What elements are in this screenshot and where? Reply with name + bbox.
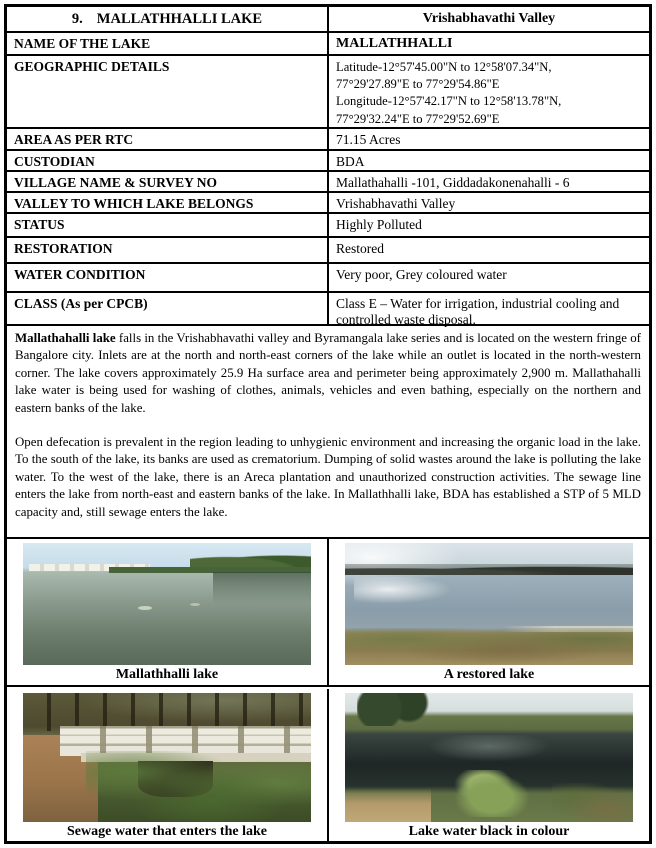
lake-title-text: MALLATHHALLI LAKE	[96, 11, 263, 27]
table-row-name	[7, 33, 649, 56]
lake-description	[7, 326, 649, 539]
row-label: WATER CONDITION	[7, 264, 329, 291]
photo-sewage-inlet	[23, 693, 311, 822]
row-label: VALLEY TO WHICH LAKE BELONGS	[7, 193, 329, 212]
table-row-class	[7, 293, 649, 326]
table-row-geographic	[7, 56, 649, 129]
photo-cell	[7, 539, 329, 687]
table-row-village	[7, 172, 649, 193]
geo-line: Latitude-12°57'45.00"N to 12°58'07.34"N,	[336, 60, 552, 74]
tree-reflection	[213, 572, 311, 604]
table-row-water-condition	[7, 264, 649, 293]
photo-caption: A restored lake	[443, 667, 535, 682]
palm-trees	[357, 693, 432, 727]
row-label: AREA AS PER RTC	[7, 129, 329, 149]
photo-cell	[7, 689, 329, 841]
description-paragraph-2: Open defecation is prevalent in the region leading to unhygienic environment and increasing the organic load in the lake. To the south of the lake, its banks are used as crematorium. Dumping of solid wastes around the lake is polluting the lake water. To the west of the lake, there is an Areca plantation and unauthorized construction activities. The sewage line enters the lake from north-east and eastern banks of the lake. In Mallathhalli lake, BDA has established a STP of 5 MLD capacity and, still sewage enters the lake.	[15, 435, 641, 519]
table-header-row	[7, 7, 649, 33]
description-paragraph-1	[15, 330, 641, 417]
table-row-area	[7, 129, 649, 151]
dry-brush-foreground	[345, 628, 633, 665]
photo-cell	[329, 539, 649, 687]
row-label: NAME OF THE LAKE	[7, 33, 329, 54]
green-shrub	[449, 770, 535, 816]
photo-restored-lake	[345, 543, 633, 665]
vines-vegetation	[86, 751, 311, 822]
photo-caption: Lake water black in colour	[408, 823, 570, 839]
photo-black-water	[345, 693, 633, 822]
valley-title: Vrishabhavathi Valley	[422, 11, 556, 26]
sky-reflection	[417, 735, 561, 763]
brown-bank	[345, 788, 431, 822]
row-value: Restored	[336, 241, 384, 256]
table-row-status	[7, 214, 649, 238]
table-row-custodian	[7, 151, 649, 172]
water-glints	[354, 577, 469, 608]
photo-caption: Sewage water that enters the lake	[67, 823, 267, 839]
row-label: RESTORATION	[7, 238, 329, 262]
row-value: Very poor, Grey coloured water	[336, 267, 507, 282]
geo-line: 77°29'27.89"E to 77°29'54.86"E	[336, 77, 500, 92]
lake-title	[7, 7, 329, 31]
floating-debris	[190, 603, 200, 606]
lake-info-table	[4, 4, 652, 844]
lake-number: 9.	[71, 11, 83, 27]
geo-line: 77°29'32.24"E to 77°29'52.69"E	[336, 111, 500, 126]
row-value: Highly Polluted	[336, 217, 422, 232]
photo-cell	[329, 689, 649, 841]
row-label: CUSTODIAN	[7, 151, 329, 170]
photo-mallathhalli-lake	[23, 543, 311, 665]
row-value: Vrishabhavathi Valley	[336, 196, 456, 211]
tree-silhouettes	[345, 564, 633, 575]
row-label: STATUS	[7, 214, 329, 236]
row-value	[329, 56, 649, 127]
table-row-restoration	[7, 238, 649, 264]
row-value: Class E – Water for irrigation, industrial cooling and controlled waste disposal.	[336, 296, 620, 327]
floating-debris	[138, 606, 152, 610]
right-brush	[552, 783, 633, 822]
row-label: VILLAGE NAME & SURVEY NO	[7, 172, 329, 191]
geo-line: Longitude-12°57'42.17"N to 12°58'13.78"N,	[336, 94, 562, 109]
row-value: Mallathahalli -101, Giddadakonenahalli - 6	[336, 175, 570, 190]
photo-grid	[7, 539, 649, 841]
row-label: CLASS (As per CPCB)	[7, 293, 329, 324]
paragraph-lead: Mallathahalli lake	[15, 331, 116, 345]
row-value: 71.15 Acres	[336, 132, 401, 147]
table-row-valley	[7, 193, 649, 214]
row-value: MALLATHHALLI	[336, 36, 453, 51]
photo-caption: Mallathhalli lake	[115, 667, 219, 682]
row-label: GEOGRAPHIC DETAILS	[7, 56, 329, 127]
paragraph-body: falls in the Vrishabhavathi valley and Byramangala lake series and is located on the western fringe of Bangalore city. Inlets are at the north and north-east corners of the lake while an outlet is located in the north-western corner. The lake covers approximately 25.9 Ha surface area and perimeter being approximately 2,900 m. Mallathahalli lake water is being used for washing of clothes, animals, vehicles and even bathing, especially on the northern and eastern banks of the lake.	[15, 331, 641, 415]
row-value: BDA	[336, 154, 365, 169]
